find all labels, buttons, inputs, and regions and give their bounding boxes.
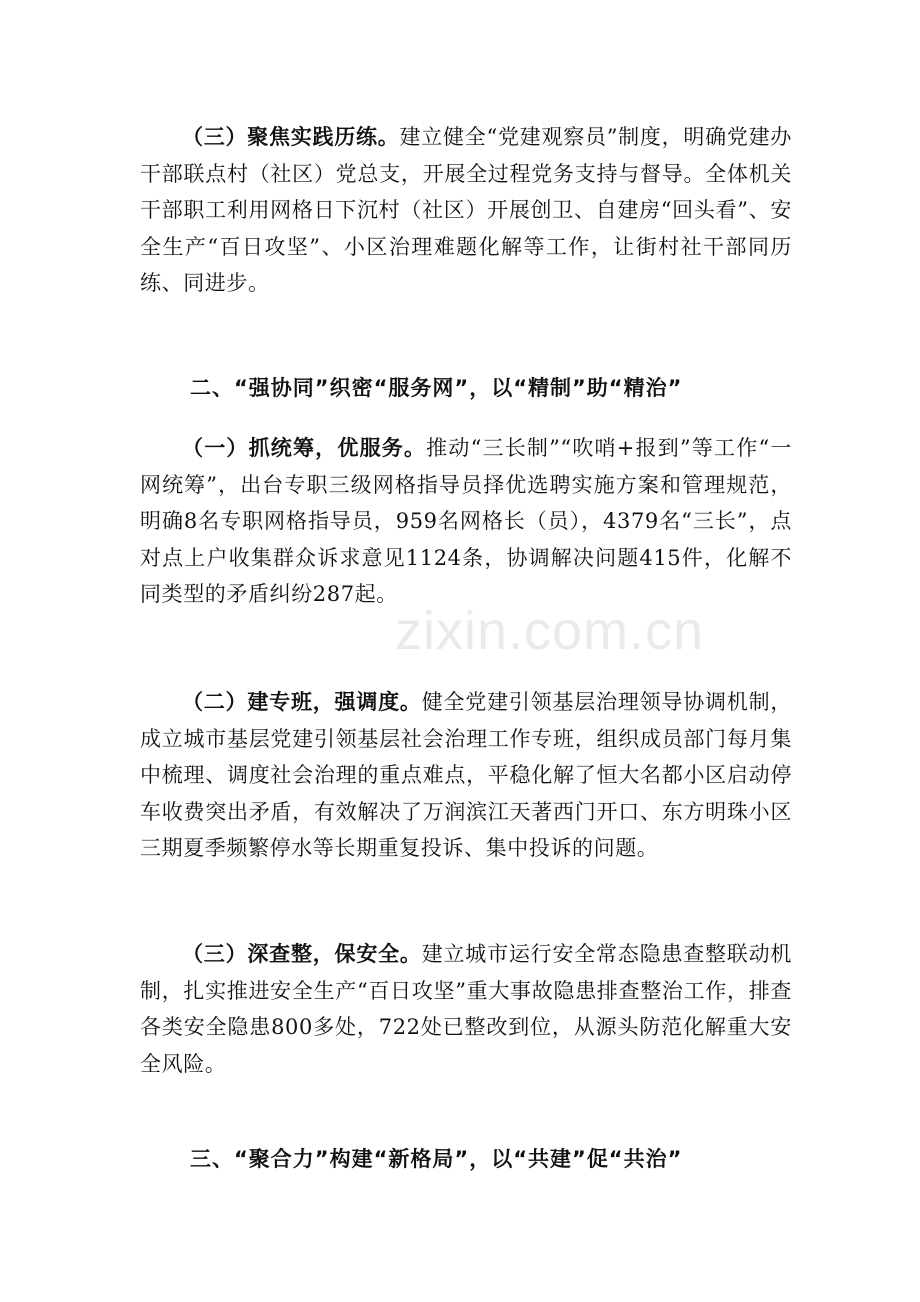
watermark-text: zixin.com.cn [395, 601, 705, 661]
paragraph-body: 健全党建引领基层治理领导协调机制，成立城市基层党建引领基层社会治理工作专班，组织成员部门每月集中梳理、调度社会治理的重点难点，平稳化解了恒大名都小区启动停车收费突出矛盾，有效解决了万润滨江天著西门开口、东方明珠小区三期夏季频繁停水等长期重复投诉、集中投诉的问题。 [140, 690, 792, 861]
section-heading-2: 二、“强协同”织密“服务网”，以“精制”助“精治” [190, 376, 683, 400]
paragraph-lead: （三）深查整，保安全。 [182, 942, 422, 966]
paragraph-lead: （三）聚焦实践历练。 [182, 125, 400, 149]
paragraph-special-team [140, 684, 792, 867]
section-heading-3: 三、“聚合力”构建“新格局”，以“共建”促“共治” [190, 1147, 683, 1171]
paragraph-safety-inspection [140, 936, 792, 1082]
paragraph-body: 推动“三长制”“吹哨+报到”等工作“一网统筹”，出台专职三级网格指导员择优选聘实施方案和管理规范，明确8名专职网格指导员，959名网格长（员），4379名“三长”，点对点上户收集群众诉求意见1124条，协调解决问题415件，化解不同类型的矛盾纠纷287起。 [140, 436, 792, 607]
paragraph-lead: （一）抓统筹，优服务。 [182, 436, 427, 460]
paragraph-coordination-service [140, 430, 792, 613]
paragraph-lead: （二）建专班，强调度。 [182, 690, 422, 714]
paragraph-practice-training [140, 119, 792, 302]
paragraph-body: 建立城市运行安全常态隐患查整联动机制，扎实推进安全生产“百日攻坚”重大事故隐患排查整治工作，排查各类安全隐患800多处，722处已整改到位，从源头防范化解重大安全风险。 [140, 942, 792, 1076]
paragraph-body: 建立健全“党建观察员”制度，明确党建办干部联点村（社区）党总支，开展全过程党务支持与督导。全体机关干部职工利用网格日下沉村（社区）开展创卫、自建房“回头看”、安全生产“百日攻坚”、小区治理难题化解等工作，让街村社干部同历练、同进步。 [140, 125, 793, 296]
